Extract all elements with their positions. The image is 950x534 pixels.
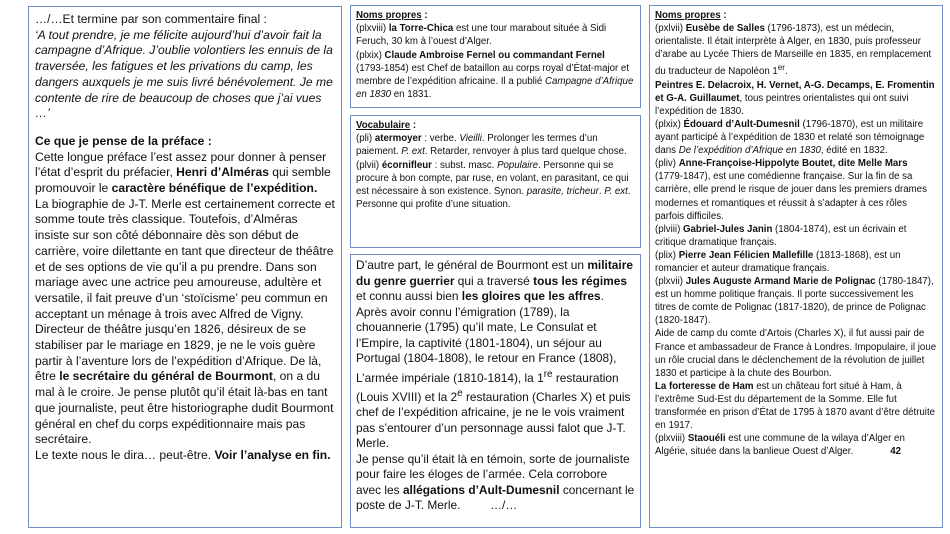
quote-text: ‘A tout prendre, je me félicite aujourd’hui d’avoir fait la campagne d’Afrique. J’oublie volontiers les ennuis de la traversée, les fatigues et les privations du camp, les dangers auxquels je me suis livré bénévolement. Je me contente de rire de beaucoup de choses que j’ai vues …’ (35, 27, 333, 121)
note-item: (pxlvii) Eusèbe de Salles (1796-1873), est un médecin, orientaliste. Il était interprète à Alger, en 1830, puis professeur d’arabe au Lycée Thiers de Marseille en 1835, en remplacement du traducteur de Napoléon 1er. (655, 23, 932, 78)
note-item: (plxviii) Staouéli est une commune de la wilaya d’Alger en Algérie, située dans la banlieue Ouest d’Alger. 42 (655, 433, 905, 458)
quote (35, 28, 335, 122)
continuation-marker: …/… (490, 498, 518, 513)
intro-line: …/…Et termine par son commentaire final : (35, 12, 267, 26)
paragraph-witness: Je pense qu’il était là en témoin, sorte de journaliste pour faire les éloges de l’armée. Cela corrobore avec les allégations d’Ault-Dumesnil concernant le poste de J-T. Merle. …/… (356, 451, 635, 513)
note-item: (plix) Pierre Jean Félicien Mallefille (1813-1868), est un romancier et auteur dramatique français. (655, 249, 901, 275)
paragraph-biography: La biographie de J-T. Merle est certainement correcte et somme toute très classique. Toutefois, d’Alméras insiste sur son côté débonnaire dès son début de carrière, voire dilettante en tant que directeur de théâtre et de ses options de vie qu’il a pu prendre. Dans son mariage avec une actrice peu amoureuse, adultère et versatile, il fait preuve d’un ‘stoïcisme’ peu commun en acceptant un ménage à trois avec Alfred de Vigny. (35, 196, 335, 321)
note-item: (plviii) Gabriel-Jules Janin (1804-1874), est un écrivain et critique dramatique français. (655, 223, 907, 248)
note-item: (plxix) Claude Ambroise Fernel ou commandant Fernel (1793-1854) est Chef de bataillon au corps royal d’État-major et membre de l’expédition africaine. Il a publié Campagne d’Afrique en 1830 en 1831. (356, 49, 634, 101)
note-item: (plxvii) Jules Auguste Armand Marie de Polignac (1780-1847), est un homme politique français. Il porte successivement les titres de comte de Polignac (1817-1820), de prince de Polignac (1820-1847). (655, 276, 934, 327)
vocabulary-panel (350, 115, 641, 248)
note-item: (pliv) Anne-Françoise-Hippolyte Boutet, dite Melle Mars (1779-1847), est une comédienne française. Sur la fin de sa carrière, elle prend le risque de jouer dans les premiers drames modernes et romantiques et réussit à s’adapter à ces rôles parfois difficiles. (655, 158, 927, 222)
paragraph-conclusion: Le texte nous le dira… peut-être. Voir l’analyse en fin. (35, 447, 331, 462)
vocab-item: (plvii) écornifleur : subst. masc. Populaire. Personne qui se procure à bon compte, par ruse, en volant, en parasitant, ce qui est nécessaire à son existence. Synon. parasite, tricheur. P. ext. Personne qui profite d’une situation. (356, 159, 631, 211)
proper-names-panel-2 (649, 5, 943, 528)
main-text-panel (28, 6, 342, 528)
paragraph-preface: Cette longue préface l’est assez pour donner à penser l’état d’esprit du préfacier, Henri d’Alméras qui semble promouvoir le caractère bénéfique de l’expédition. (35, 149, 331, 196)
section-heading-text: Ce que je pense de la préface (35, 133, 205, 148)
proper-names-panel-1 (350, 5, 641, 108)
note-item: Peintres E. Delacroix, H. Vernet, A-G. Decamps, E. Fromentin et G-A. Guillaumet, tous peintres orientalistes qui ont suivi l’expédition de 1830. (655, 79, 935, 117)
vocab-item: (pli) atermoyer : verbe. Vieilli. Prolonger les termes d’un paiement. P. ext. Retarder, renvoyer à plus tard quelque chose. (356, 133, 627, 158)
panel-heading: Noms propres : (655, 10, 727, 21)
note-item: (plxviii) la Torre-Chica est une tour marabout située à Sidi Feruch, 30 km à l’ouest d’Alger. (356, 23, 607, 48)
note-item: La forteresse de Ham est un château fort situé à Ham, à l’extrême Sud-Est du département de la Somme. Elle fut transformée en prison d’État de 1795 à 1870 avant d’être détruite en 1917. (655, 380, 936, 432)
note-item: Aide de camp du comte d’Artois (Charles X), il fut aussi pair de France et ambassadeur de France à Londres. Impopulaire, il joue un rôle crucial dans le déclenchement de la révolution de juillet 1830 et participe à la chute des Bourbon. (655, 328, 937, 379)
note-item: (plxix) Édouard d’Ault-Dumesnil (1796-1870), est un militaire ayant participé à l’expédition de 1830 et relaté son témoignage dans De l’expédition d’Afrique en 1830, édité en 1832. (655, 118, 925, 157)
page-number: 42 (890, 446, 901, 458)
paragraph-bourmont: D’autre part, le général de Bourmont est un militaire du genre guerrier qui a traversé tous les régimes et connu aussi bien les gloires que les affres. Après avoir connu l’émigration (1789), la chouannerie (1795) qu’il mate, Le Consulat et l’Empire, la captivité (1801-1804), un séjour au Portugal (1804-1808), le retour en France (1808), L’armée impériale (1810-1814), la 1re restauration (Louis XVIII) et la 2e restauration (Charles X) et puis chef de l’expédition africaine, je ne le vois vraiment pas s’entourer d’un personnage aussi falot que J-T. Merle. (356, 258, 633, 451)
section-heading: Ce que je pense de la préface : (35, 133, 212, 148)
paragraph-director: Directeur de théâtre jusqu’en 1826, désireux de se stabiliser par le mariage en 1829, je ne le vois guère partir à l’aventure lors de l’expédition d’Afrique. De là, être le secrétaire du général de Bourmont, on a du mal à le croire. Je pense plutôt qu’il était là-bas en tant que journaliste, peut être historiographe dudit Bourmont général en chef du corps expéditionnaire mais pas secrétaire. (35, 322, 334, 447)
panel-heading: Vocabulaire : (356, 120, 417, 131)
bourmont-panel (350, 254, 641, 528)
panel-heading: Noms propres : (356, 10, 428, 21)
